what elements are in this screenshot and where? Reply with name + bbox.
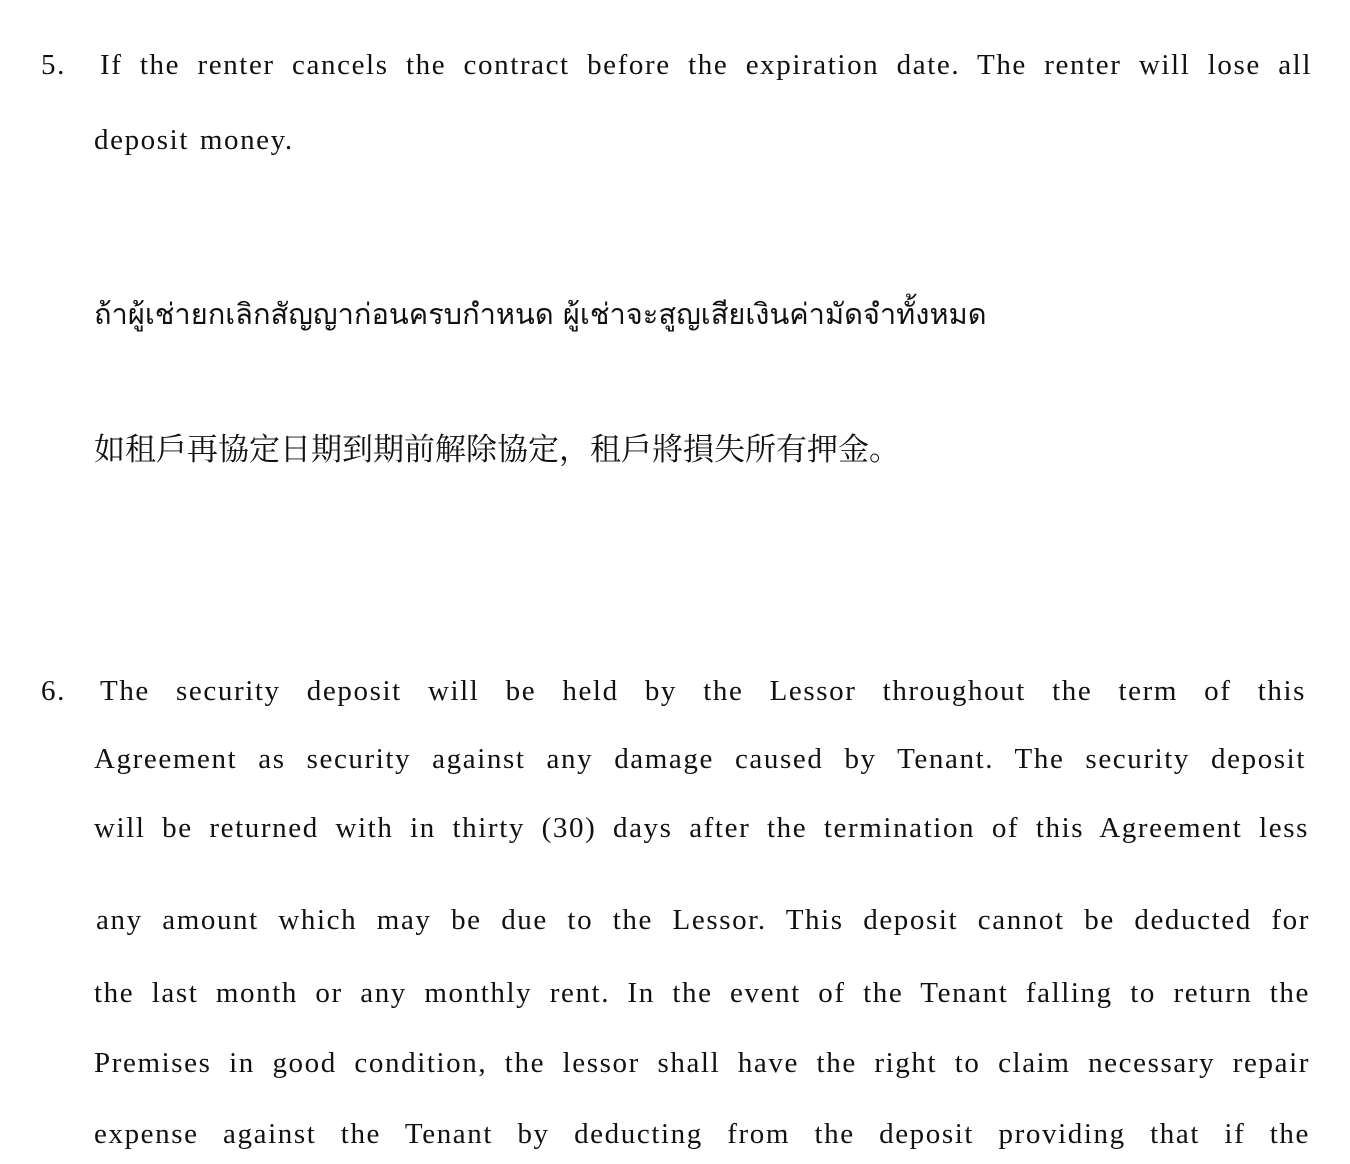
clause-6-line: Agreement as security against any damage caused by Tenant. The security deposit xyxy=(94,743,1306,775)
clause-5-english-line-2: deposit money. xyxy=(94,124,294,156)
clause-6-line: will be returned with in thirty (30) days after the termination of this Agreement less xyxy=(94,812,1309,844)
clause-5-english-line-1: If the renter cancels the contract before the expiration date. The renter will lose all xyxy=(100,49,1312,81)
clause-6-line: any amount which may be due to the Lessor. This deposit cannot be deducted for xyxy=(96,904,1310,936)
clause-6-line: Premises in good condition, the lessor shall have the right to claim necessary repair xyxy=(94,1047,1310,1079)
clause-6-number: 6. xyxy=(41,675,66,707)
clause-5-number: 5. xyxy=(41,49,66,81)
clause-6-line: the last month or any monthly rent. In the event of the Tenant falling to return the xyxy=(94,977,1310,1009)
clause-5-chinese-text: 如租戶再協定日期到期前解除協定，租戶將損失所有押金。 xyxy=(94,432,900,468)
clause-5-thai-text: ถ้าผู้เช่ายกเลิกสัญญาก่อนครบกำหนด ผู้เช่าจะสูญเสียเงินค่ามัดจำทั้งหมด xyxy=(94,297,987,331)
clause-6-line: The security deposit will be held by the Lessor throughout the term of this xyxy=(100,675,1306,707)
clause-6-line: expense against the Tenant by deducting from the deposit providing that if the xyxy=(94,1118,1310,1150)
